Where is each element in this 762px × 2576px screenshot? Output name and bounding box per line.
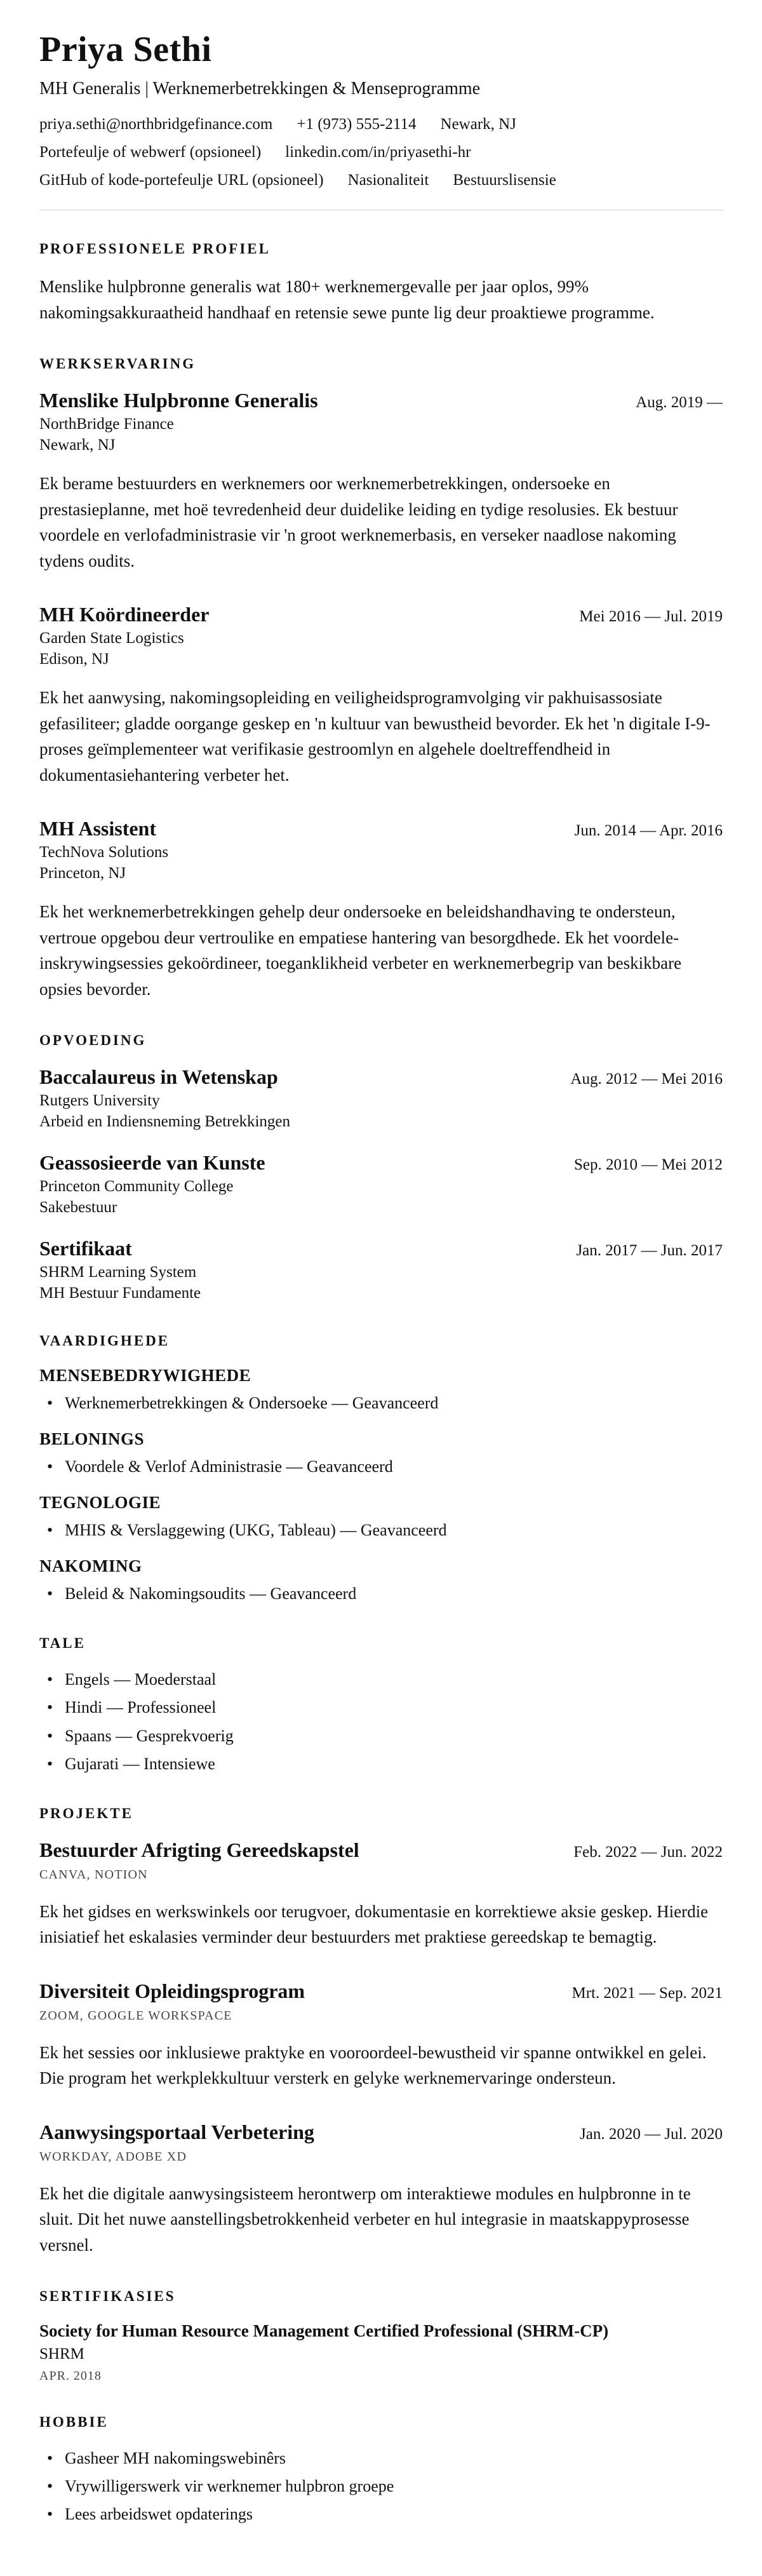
company-name: Garden State Logistics [39,630,184,647]
education-entry-header [39,1151,723,1175]
section-hobbies [39,2414,723,2525]
skill-category [39,1429,723,1478]
hobby-list [39,2447,723,2525]
certification-entry [39,2321,723,2384]
job-date: Mei 2016 — Jul. 2019 [579,608,723,625]
profile-text: Menslike hulpbronne generalis wat 180+ werknemergevalle per jaar oplos, 99% nakomingsakkuraatheid handhaaf en retensie sewe punte lig deur proaktiewe programme. [39,277,655,322]
education-date: Aug. 2012 — Mei 2016 [570,1070,723,1088]
experience-entry-header [39,817,723,840]
field-of-study: Arbeid en Indiensneming Betrekkingen [39,1113,291,1130]
skill-list [39,1519,723,1541]
language-list [39,1668,723,1774]
company-name: NorthBridge Finance [39,415,174,433]
project-tools: CANVA, NOTION [39,1867,148,1882]
project-title: Diversiteit Opleidingsprogram [39,1979,305,2002]
skill-category [39,1493,723,1541]
hobby-item: • Gasheer MH nakomingswebinêrs [47,2447,723,2469]
language-item: • Hindi — Professioneel [47,1696,723,1718]
degree-title: Baccalaureus in Wetenskap [39,1065,278,1088]
project-entry [39,1838,723,1950]
experience-entry-header [39,603,723,626]
job-title: MH Assistent [39,817,156,840]
project-description: Ek het die digitale aanwysingsisteem herontwerp om interaktiewe modules en hulpbronne in te sluit. Dit het nuwe aanstellingsbetrokkenheid verbeter en hul integrasie in maatskappyprosesse versnel. [39,2183,691,2255]
education-entry-header [39,1237,723,1260]
email-text: priya.sethi@northbridgefinance.com [39,116,273,133]
education-entry-header [39,1065,723,1089]
profile-heading: PROFESSIONELE PROFIEL [39,241,271,257]
project-title: Aanwysingsportaal Verbetering [39,2120,314,2143]
job-date: Aug. 2019 — [636,394,723,411]
experience-entry-header [39,389,723,412]
phone-text: +1 (973) 555-2114 [297,116,417,133]
school-name: SHRM Learning System [39,1264,197,1281]
education-entry [39,1065,723,1131]
skill-item: • Werknemerbetrekkingen & Ondersoeke — Geavanceerd [47,1392,723,1414]
section-profile [39,241,723,325]
education-date: Sep. 2010 — Mei 2012 [573,1156,723,1173]
degree-title: Geassosieerde van Kunste [39,1151,265,1174]
skill-category [39,1366,723,1414]
skill-category-name: MENSEBEDRYWIGHEDE [39,1366,251,1385]
section-experience [39,356,723,1002]
languages-heading: TALE [39,1635,86,1652]
school-name: Princeton Community College [39,1178,234,1195]
job-title: MH Koördineerder [39,603,210,626]
skill-item: • MHIS & Verslaggewing (UKG, Tableau) — Geavanceerd [47,1519,723,1541]
certification-issuer: SHRM [39,2345,84,2363]
skill-list [39,1455,723,1478]
project-tools: ZOOM, GOOGLE WORKSPACE [39,2008,232,2023]
language-item: • Gujarati — Intensiewe [47,1753,723,1775]
linkedin-text: linkedin.com/in/priyasethi-hr [285,144,471,161]
education-entry [39,1151,723,1217]
skill-category-name: BELONINGS [39,1429,145,1449]
project-entry-header [39,1979,723,2003]
skill-item: • Voordele & Verlof Administrasie — Geavanceerd [47,1455,723,1478]
certifications-heading: SERTIFIKASIES [39,2288,176,2305]
contact-row-1 [39,116,723,133]
skill-item: • Beleid & Nakomingsoudits — Geavanceerd [47,1582,723,1605]
skills-heading: VAARDIGHEDE [39,1333,170,1349]
skill-category-name: NAKOMING [39,1556,142,1576]
section-education [39,1032,723,1302]
project-tools: WORKDAY, ADOBE XD [39,2149,187,2164]
company-name: TechNova Solutions [39,844,169,861]
education-heading: OPVOEDING [39,1032,147,1048]
project-description: Ek het sessies oor inklusiewe praktyke en vooroordeel-bewustheid vir spanne ontwikkel en gelei. Die program het werkplekkultuur versterk en gelyke werknemervaringe ondersteun. [39,2042,707,2088]
education-entry [39,1237,723,1302]
portfolio-text: Portefeulje of webwerf (opsioneel) [39,144,262,161]
job-location: Princeton, NJ [39,865,126,882]
experience-entry [39,817,723,1002]
projects-heading: PROJEKTE [39,1805,133,1821]
project-entry [39,1979,723,2091]
project-description: Ek het gidses en werkswinkels oor terugvoer, dokumentasie en korrektiewe aksie geskep. Hierdie inisiatief het eskalasies verminder deur bestuurders met praktiese gereedskap te bemagtig. [39,1901,709,1947]
resume-header [39,29,723,210]
job-location: Edison, NJ [39,651,109,668]
job-description: Ek het aanwysing, nakomingsopleiding en veiligheidsprogramvolging vir pakhuisassosiate gefasiliteer; gladde oorgange geskep en 'n kultuur van bewustheid bevorder. Ek het 'n digitale I-9-proses geïmplementeer wat verifikasie gestroomlyn en algehele doeltreffendheid in dokumentasiehantering verbeter het. [39,688,711,785]
project-entry-header [39,2121,723,2144]
section-projects [39,1805,723,2258]
experience-entry [39,603,723,788]
hobby-item: • Vrywilligerswerk vir werknemer hulpbron groepe [47,2475,723,2497]
job-title: Menslike Hulpbronne Generalis [39,389,318,412]
github-text: GitHub of kode-portefeulje URL (opsioneel) [39,172,324,189]
field-of-study: MH Bestuur Fundamente [39,1285,201,1302]
certification-title: Society for Human Resource Management Certified Professional (SHRM-CP) [39,2321,609,2341]
section-languages [39,1635,723,1774]
project-date: Mrt. 2021 — Sep. 2021 [572,1984,723,2002]
experience-entry [39,389,723,574]
license-text: Bestuurslisensie [453,172,556,189]
project-date: Jan. 2020 — Jul. 2020 [580,2125,723,2143]
job-description: Ek het werknemerbetrekkingen gehelp deur ondersoeke en beleidshandhaving te ondersteun, vertroue opgebou deur vertroulike en empatiese hantering van besorgdhede. Ek het voordele-inskrywingsessies gekoördineer, toeganklikheid verbeter en werknemerbegrip van beskikbare opsies bevorder. [39,902,682,999]
section-skills [39,1333,723,1605]
contact-row-2 [39,144,723,161]
project-date: Feb. 2022 — Jun. 2022 [573,1843,723,1861]
skill-list [39,1582,723,1605]
nationality-text: Nasionaliteit [347,172,429,189]
project-entry [39,2121,723,2258]
project-title: Bestuurder Afrigting Gereedskapstel [39,1838,359,1861]
section-certifications [39,2288,723,2384]
project-entry-header [39,1838,723,1862]
job-date: Jun. 2014 — Apr. 2016 [574,822,723,839]
candidate-title: MH Generalis | Werknemerbetrekkingen & Menseprogramme [39,79,481,98]
certification-date: APR. 2018 [39,2369,102,2384]
school-name: Rutgers University [39,1092,160,1109]
skill-category-name: TEGNOLOGIE [39,1493,161,1513]
job-description: Ek berame bestuurders en werknemers oor werknemerbetrekkingen, ondersoeke en prestasieplanne, met hoë tevredenheid deur duidelike leiding en tydige resolusies. Ek bestuur voordele en verlofadministrasie vir 'n groot werknemerbasis, en verseker naadlose nakoming tydens oudits. [39,474,678,570]
experience-heading: WERKSERVARING [39,356,196,372]
education-date: Jan. 2017 — Jun. 2017 [576,1242,723,1259]
language-item: • Engels — Moederstaal [47,1668,723,1690]
contact-row-3 [39,172,723,189]
hobby-item: • Lees arbeidswet opdaterings [47,2503,723,2525]
degree-title: Sertifikaat [39,1237,132,1260]
field-of-study: Sakebestuur [39,1199,117,1216]
job-location: Newark, NJ [39,436,116,454]
language-item: • Spaans — Gesprekvoerig [47,1725,723,1747]
skill-category [39,1556,723,1605]
skill-list [39,1392,723,1414]
hobbies-heading: HOBBIE [39,2414,109,2431]
candidate-name: Priya Sethi [39,30,212,69]
location-text: Newark, NJ [440,116,516,133]
